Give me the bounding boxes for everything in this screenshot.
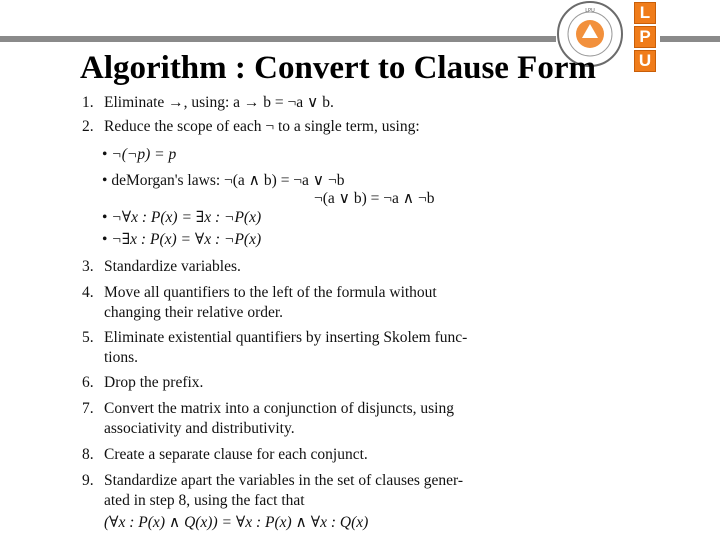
step-text: Standardize apart the variables in the set of clauses gener- [104, 472, 464, 489]
step-text: Eliminate →, using: a → b = ¬a ∨ b. [104, 94, 334, 111]
rule-text: ¬∃x : P(x) = ∀x : ¬P(x) [111, 231, 262, 248]
step-text: Convert the matrix into a conjunction of disjuncts, using [104, 400, 454, 417]
header-rule-left [0, 36, 556, 42]
bullet-mark: • [102, 172, 108, 189]
lpu-letter-u: U [634, 50, 656, 72]
slide-title: Algorithm : Convert to Clause Form [80, 50, 596, 86]
header-rule-right [660, 36, 720, 42]
lpu-letter-l: L [634, 2, 656, 24]
step-9 [82, 471, 463, 491]
step-4-continued: changing their relative order. [104, 304, 284, 321]
step-4 [82, 283, 437, 303]
step-6 [82, 373, 203, 393]
step-number: 1. [82, 94, 94, 111]
step-text: Standardize variables. [104, 258, 241, 275]
step-text: Move all quantifiers to the left of the formula without [104, 284, 437, 301]
step-5-continued: tions. [104, 349, 139, 366]
step-8 [82, 445, 368, 465]
lpu-letter-p: P [634, 26, 656, 48]
step-text: Reduce the scope of each ¬ to a single term, using: [104, 118, 420, 135]
step-number: 6. [82, 374, 94, 391]
sub-rule-double-negation [102, 145, 176, 165]
step-number: 7. [82, 400, 94, 417]
svg-text:LPU: LPU [585, 8, 595, 14]
step-number: 5. [82, 329, 94, 346]
step-text: Eliminate existential quantifiers by inserting Skolem func- [104, 329, 468, 346]
step-1 [82, 93, 334, 113]
lpu-logo [634, 2, 656, 74]
step-7 [82, 399, 454, 419]
step-text: Drop the prefix. [104, 374, 204, 391]
bullet-mark: • [102, 231, 108, 248]
step-5 [82, 328, 467, 348]
rule-text: ¬(¬p) = p [111, 146, 177, 163]
step-number: 4. [82, 284, 94, 301]
step-2 [82, 117, 420, 137]
bullet-mark: • [102, 146, 108, 163]
sub-rule-demorgan [102, 171, 345, 191]
sub-rule-negated-forall [102, 208, 261, 228]
step-number: 9. [82, 472, 94, 489]
sub-rule-negated-exists [102, 230, 261, 250]
step-number: 2. [82, 118, 94, 135]
quantifier-distribution-formula: (∀x : P(x) ∧ Q(x)) = ∀x : P(x) ∧ ∀x : Q(x) [104, 514, 369, 531]
step-number: 3. [82, 258, 94, 275]
rule-text: deMorgan's laws: ¬(a ∧ b) = ¬a ∨ ¬b [111, 172, 345, 189]
step-9-continued: ated in step 8, using the fact that [104, 492, 305, 509]
rule-text: ¬∀x : P(x) = ∃x : ¬P(x) [111, 209, 262, 226]
demorgan-second-law: ¬(a ∨ b) = ¬a ∧ ¬b [314, 190, 435, 207]
step-number: 8. [82, 446, 94, 463]
step-text: Create a separate clause for each conjunct. [104, 446, 368, 463]
bullet-mark: • [102, 209, 108, 226]
step-3 [82, 257, 241, 277]
step-7-continued: associativity and distributivity. [104, 420, 295, 437]
